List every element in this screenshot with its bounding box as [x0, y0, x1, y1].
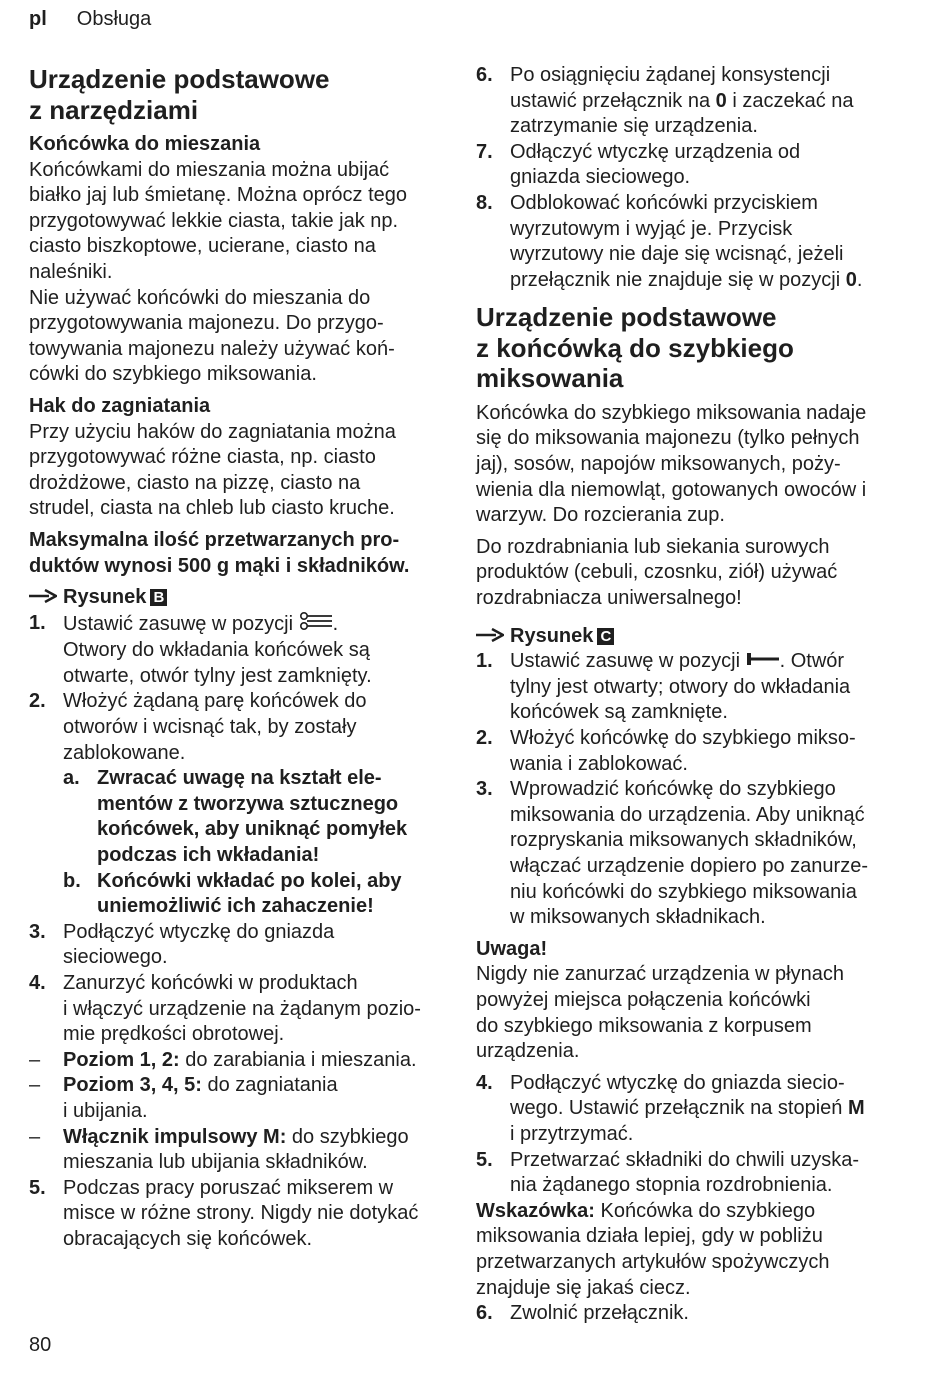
figure-reference-b: [29, 585, 451, 611]
step-4: 4. Zanurzyć końcówki w produktach i włączyć urządzenie na żądanym pozio- mie prędkości obrotowej.: [29, 972, 421, 1046]
speed-level-1-2: – Poziom 1, 2: do zarabiania i mieszania.: [29, 1048, 417, 1071]
step-3: 3. Podłączyć wtyczkę do gniazda sieciowego.: [29, 920, 335, 969]
page-header: [29, 7, 151, 31]
mixing-paragraph-2: Nie używać końcówki do mieszania do przygotowywania majonezu. Do przygo- towywania majonezu należy używać koń- cówki do szybkiego miksowania.: [29, 286, 395, 386]
step-8: 8. Odblokować końcówki przyciskiem wyrzutowym i wyjąć je. Przycisk wyrzutowy nie daje się wcisnąć, jeżeli przełącznik nie znajduje się w pozycji 0.: [476, 191, 863, 291]
figure-letter-badge: B: [150, 589, 167, 606]
step-1: 1. Ustawić zasuwę w pozycji . Otwory do wkładania końcówek są otwarte, otwór tylny jest zamknięty.: [29, 611, 372, 687]
section-name: Obsługa: [76, 8, 152, 30]
blender-paragraph-1: Końcówka do szybkiego miksowania nadaje się do miksowania majonezu (tylko pełnych jaj), sosów, napojów miksowanych, poży- wienia dla niemowląt, gotowanych owoców i warzyw. Do rozcierania zup.: [476, 401, 867, 527]
blender-step-1: 1. Ustawić zasuwę w pozycji . Otwór tylny jest otwarty; otwory do wkładania końcówek są zamknięte.: [476, 650, 851, 724]
language-code: pl: [29, 8, 47, 30]
speed-level-3-4-5: – Poziom 3, 4, 5: do zagniatania i ubijania.: [29, 1074, 338, 1122]
step-7: 7. Odłączyć wtyczkę urządzenia od gniazda sieciowego.: [476, 140, 801, 189]
kneading-hook-heading: Hak do zagniatania: [29, 394, 211, 417]
blender-step-3: 3. Wprowadzić końcówkę do szybkiego miksowania do urządzenia. Aby uniknąć rozpryskania miksowanych składników, włączać urządzenie dopiero po zanurze- niu końcówki do szybkiego miksowania w miksowanych składnikach.: [476, 778, 868, 929]
step-2: 2. Włożyć żądaną parę końcówek do otworów i wcisnąć tak, by zostały zablokowane.: [29, 690, 367, 764]
mixing-paragraph-1: Końcówkami do mieszania można ubijać białko jaj lub śmietanę. Można oprócz tego przygotowywać lekkie ciasta, takie jak np. ciasto biszkoptowe, ucierane, ciasto na naleśniki.: [29, 158, 407, 283]
pulse-switch: – Włącznik impulsowy M: do szybkiego mieszania lub ubijania składników.: [29, 1125, 409, 1174]
section-title-blender: Urządzenie podstawowe z końcówką do szybkiego miksowania: [476, 302, 794, 394]
max-capacity-note: Maksymalna ilość przetwarzanych pro- duktów wynosi 500 g mąki i składników.: [29, 528, 410, 577]
figure-label: Rysunek: [63, 586, 147, 609]
figure-label: Rysunek: [510, 624, 594, 647]
step-2b: b. Końcówki wkładać po kolei, aby uniemożliwić ich zahaczenie!: [63, 869, 402, 918]
title-line: z narzędziami: [29, 94, 199, 125]
blender-step-4: 4. Podłączyć wtyczkę do gniazda siecio- wego. Ustawić przełącznik na stopień M i przytrzymać.: [476, 1071, 865, 1145]
step-5: 5. Podczas pracy poruszać mikserem w misce w różne strony. Nigdy nie dotykać obracających się końcówek.: [29, 1176, 419, 1250]
page-number: 80: [29, 1334, 52, 1356]
kneading-paragraph: Przy użyciu haków do zagniatania można przygotowywać różne ciasta, np. ciasto drożdżowe, ciasto na pizzę, ciasto na strudel, ciasta na chleb lub ciasto kruche.: [29, 420, 396, 520]
left-column: [29, 64, 451, 1253]
blender-step-2: 2. Włożyć końcówkę do szybkiego mikso- wania i zablokować.: [476, 727, 856, 775]
arrow-right-icon: [476, 624, 504, 650]
step-2a: a. Zwracać uwagę na kształt ele- mentów z tworzywa sztucznego końcówek, aby uniknąć pomyłek podczas ich wkładania!: [63, 767, 408, 867]
blender-paragraph-2: Do rozdrabniania lub siekania surowych produktów (cebuli, czosnku, ziół) używać rozdrabniacza uniwersalnego!: [476, 535, 838, 609]
blender-step-5: 5. Przetwarzać składniki do chwili uzyska- nia żądanego stopnia rozdrobnienia.: [476, 1148, 860, 1197]
warning-heading: Uwaga!: [476, 937, 548, 960]
slider-position-blender-icon: [746, 649, 780, 675]
warning-paragraph: Nigdy nie zanurzać urządzenia w płynach powyżej miejsca połączenia końcówki do szybkiego miksowania z korpusem urządzenia.: [476, 963, 844, 1063]
blender-step-6: 6. Zwolnić przełącznik.: [476, 1302, 689, 1325]
figure-reference-c: [476, 624, 906, 650]
step-6: 6. Po osiągnięciu żądanej konsystencji ustawić przełącznik na 0 i zaczekać na zatrzymanie się urządzenia.: [476, 64, 854, 138]
figure-letter-badge: C: [597, 628, 614, 645]
section-title-basic-tools: [29, 64, 451, 125]
hint-paragraph: Wskazówka: Końcówka do szybkiego miksowania działa lepiej, gdy w pobliżu przetwarzanych artykułów spożywczych znajduje się jakaś ciecz.: [476, 1199, 830, 1299]
mixing-attachment-heading: Końcówka do mieszania: [29, 133, 261, 155]
title-line: Urządzenie podstawowe: [29, 64, 330, 94]
arrow-right-icon: [29, 585, 57, 611]
slider-position-tools-icon: [299, 611, 333, 639]
right-column: [476, 63, 906, 1327]
